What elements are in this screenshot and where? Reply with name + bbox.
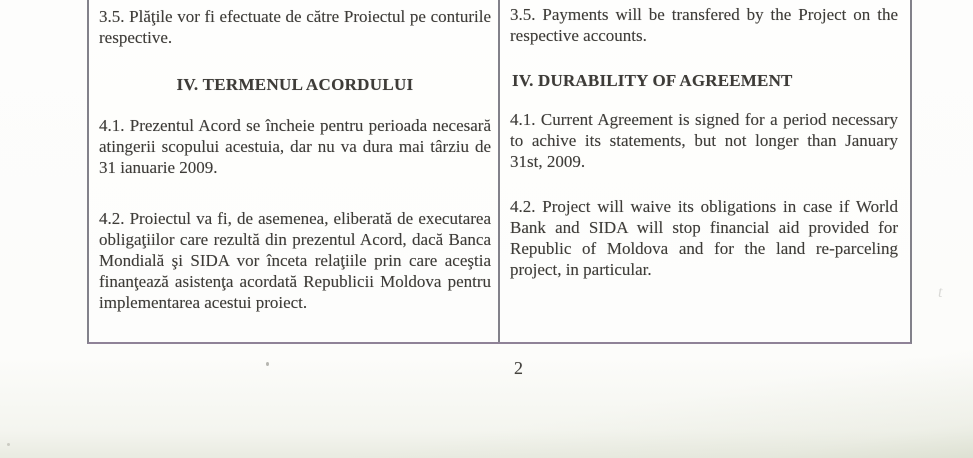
clause-4-1-romanian: 4.1. Prezentul Acord se încheie pentru perioada necesară atingerii scopului acestuia, dar nu va dura mai târziu de 31 ianuarie 2009. <box>99 116 491 177</box>
table-column-english <box>500 0 910 342</box>
page-number: 2 <box>514 358 523 378</box>
clause-4-2-romanian: 4.2. Proiectul va fi, de asemenea, eliberată de executarea obligaţiilor care rezultă din prezentul Acord, dacă Banca Mondială şi SIDA vor înceta relaţiile prin care aceştia finanţează asistenţa acordată Republicii Moldova pentru implementarea acestui proiect. <box>99 209 491 312</box>
scan-speck-artifact <box>266 362 269 366</box>
clause-4-1-english: 4.1. Current Agreement is signed for a period necessary to achive its statements, but not longer than January 31st, 2009. <box>510 110 898 171</box>
clause-3-5-english: 3.5. Payments will be transfered by the Project on the respective accounts. <box>510 5 898 45</box>
section-heading-english: IV. DURABILITY OF AGREEMENT <box>512 71 793 90</box>
scan-speck-artifact <box>7 443 10 446</box>
clause-4-2-english: 4.2. Project will waive its obligations in case if World Bank and SIDA will stop financial aid provided for Republic of Moldova and for the land re-parceling project, in particular. <box>510 197 898 279</box>
clause-3-5-romanian: 3.5. Plăţile vor fi efectuate de către Proiectul pe conturile respective. <box>99 7 491 47</box>
table-column-romanian <box>89 0 500 342</box>
section-heading-romanian: IV. TERMENUL ACORDULUI <box>176 75 414 94</box>
scan-faint-mark-artifact: t <box>938 284 943 301</box>
agreement-table <box>87 0 912 344</box>
